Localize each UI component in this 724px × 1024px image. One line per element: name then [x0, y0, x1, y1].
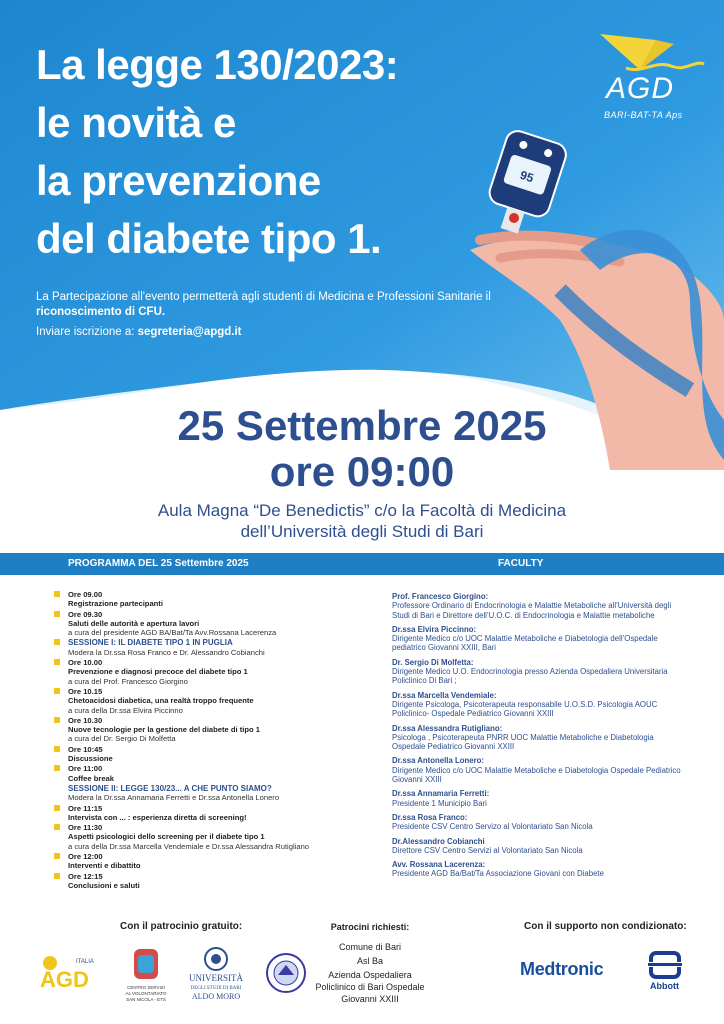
bullet-icon: [54, 717, 60, 723]
support-header: Con il supporto non condizionato:: [524, 921, 687, 932]
faculty-item: Prof. Francesco Giorgino: Professore Ordinario di Endocrinologia e Malattie Metaboliche all’Università degli Studi di Bari e Direttore dell’U.O.C. di Endocrinologia e Malattie metaboliche: [392, 592, 672, 620]
bullet-icon: [54, 746, 60, 752]
faculty-item: Dr.ssa Annamaria Ferretti: Presidente 1 Municipio Bari: [392, 789, 490, 808]
bullet-icon: [54, 853, 60, 859]
faculty-item: Dr. Sergio Di Molfetta: Dirigente Medico U.O. Endocrinologia presso Azienda Ospedaliera Universitaria Policlinico Di Bari ;: [392, 657, 668, 686]
svg-text:DEGLI STUDI DI BARI: DEGLI STUDI DI BARI: [190, 986, 242, 991]
hero-banner: [0, 0, 724, 470]
requested-header: Patrocini richiesti:: [330, 922, 410, 932]
bullet-icon: [54, 873, 60, 879]
program-session: SESSIONE I: IL DIABETE TIPO 1 IN PUGLIA Modera la Dr.ssa Rosa Franco e Dr. Alessandro Cobianchi: [52, 638, 362, 657]
municipio-seal-icon: [264, 951, 308, 995]
title-line: le novità e: [36, 99, 236, 146]
program-item: Ore 12:15 Conclusioni e saluti: [52, 872, 362, 891]
section-header-bar: [0, 553, 724, 575]
program-item: Ore 10.15 Chetoacidosi diabetica, una realtà troppo frequente a cura della Dr.ssa Elvira Piccinno: [52, 687, 362, 715]
svg-text:AGD: AGD: [40, 967, 89, 992]
faculty-item: Avv. Rossana Lacerenza: Presidente AGD Ba/Bat/Ta Associazione Giovani con Diabete: [392, 860, 604, 879]
event-date: 25 Settembre 2025: [177, 402, 547, 449]
sponsors-section: [0, 915, 724, 1024]
event-time: ore 09:00: [269, 448, 455, 495]
title-line: La legge 130/2023:: [36, 41, 399, 88]
blood-drop-icon: [509, 213, 519, 223]
event-venue: Aula Magna “De Benedictis” c/o la Facoltà di Medicina dell’Università degli Studi di Bari: [157, 501, 567, 541]
svg-text:CENTRO SERVIZI: CENTRO SERVIZI: [127, 985, 165, 990]
glucometer-reading: 95: [518, 167, 536, 186]
program-header: PROGRAMMA DEL 25 Settembre 2025: [68, 558, 249, 569]
uniba-logo-icon: [186, 945, 246, 1005]
faculty-item: Dr.ssa Elvira Piccinno: Dirigente Medico c/o UOC Malattie Metaboliche e Diabetologia dell’Ospedale pediatrico Giovanni XXIII, Bari: [392, 624, 658, 653]
requested-patronage: [310, 921, 430, 1007]
csv-san-nicola-logo-icon: [124, 945, 168, 1003]
bullet-icon: [54, 824, 60, 830]
cfu-highlight: riconoscimento di CFU.: [36, 306, 166, 318]
program-item: Ore 11:00 Coffee break: [52, 764, 362, 783]
faculty-item: Dr.ssa Marcella Vendemiale: Dirigente Psicologa, Psicoterapeuta responsabile U.O.S.D. Psicologia AOUC Policlinico- Ospedale Pediatrico Giovanni XXIII: [392, 690, 658, 719]
program-item: Ore 11:30 Aspetti psicologici dello screening per il diabete tipo 1 a cura della Dr.ssa Marcella Vendemiale e Dr.ssa Alessandra Rutigliano: [52, 823, 362, 851]
bullet-icon: [54, 659, 60, 665]
agd-logo-name: AGD: [606, 72, 675, 105]
medtronic-logo: Medtronic: [520, 959, 604, 979]
patronage-header: Con il patrocinio gratuito:: [120, 921, 243, 932]
abbott-logo-icon: [648, 951, 682, 979]
svg-text:AL VOLONTARIATO: AL VOLONTARIATO: [125, 991, 167, 996]
program-item: Ore 10.30 Nuove tecnologie per la gestione del diabete di tipo 1 a cura del Dr. Sergio Di Molfetta: [52, 716, 362, 744]
program-item: Ore 10.00 Prevenzione e diagnosi precoce del diabete tipo 1 a cura del Prof. Francesco Giorgino: [52, 658, 362, 686]
svg-text:ITALIA: ITALIA: [76, 959, 94, 965]
bullet-icon: [54, 805, 60, 811]
bullet-icon: [54, 591, 60, 597]
bullet-icon: [54, 765, 60, 771]
faculty-item: Dr.Alessandro Cobianchi Direttore CSV Centro Servizi al Volontariato San Nicola: [392, 836, 583, 855]
requested-item: Comune di Bari: [338, 942, 402, 952]
faculty-item: Dr.ssa Antonella Lonero: Dirigente Medico c/o UOC Malattie Metaboliche e Diabetologia Ospedale Pediatrico Giovanni XXIII: [392, 756, 681, 785]
program-item: Ore 10:45 Discussione: [52, 745, 362, 764]
program-list: [52, 590, 362, 891]
title-line: la prevenzione: [36, 157, 321, 204]
svg-text:SAN NICOLA - ETS: SAN NICOLA - ETS: [126, 997, 166, 1002]
program-item: Ore 11:15 Intervista con ... : esperienza diretta di screening!: [52, 804, 362, 823]
requested-item: Azienda Ospedaliera Policlinico di Bari Ospedale Giovanni XXIII: [315, 970, 425, 1004]
title-line: del diabete tipo 1.: [36, 215, 382, 262]
bullet-icon: [54, 639, 60, 645]
abbott-label: Abbott: [650, 981, 679, 991]
bullet-icon: [54, 688, 60, 694]
program-session: SESSIONE II: LEGGE 130/23... A CHE PUNTO SIAMO? Modera la Dr.ssa Annamaria Ferretti e Dr.ssa Antonella Lonero: [68, 783, 280, 803]
faculty-item: Dr.ssa Rosa Franco: Presidente CSV Centro Servizo al Volontariato San Nicola: [392, 812, 593, 832]
bullet-icon: [54, 611, 60, 617]
email-line: Inviare iscrizione a: segreteria@apgd.it: [36, 326, 242, 338]
page-title: [36, 36, 496, 268]
faculty-item: Dr.ssa Alessandra Rutigliano: Psicologa , Psicoterapeuta PNRR UOC Malattie Metaboliche e Diabetologia Ospedale Pediatrico Giovanni XXIII: [392, 723, 654, 752]
intro-text: La Partecipazione all'evento permetterà agli studenti di Medicina e Professioni Sanitarie il riconoscimento di CFU.: [36, 291, 491, 318]
svg-text:ALDO MORO: ALDO MORO: [191, 992, 241, 1001]
program-item: Ore 09.30 Saluti delle autorità e apertura lavori a cura del presidente AGD BA/Bat/Ta Avv.Rossana Lacerenza: [52, 610, 362, 638]
program-item: Ore 12:00 Interventi e dibattito: [52, 852, 362, 871]
email-link[interactable]: segreteria@apgd.it: [137, 326, 242, 338]
faculty-header: FACULTY: [498, 558, 544, 569]
svg-text:UNIVERSITÀ: UNIVERSITÀ: [189, 973, 243, 983]
requested-item: Asl Ba: [356, 956, 383, 966]
agd-italia-logo-icon: [36, 951, 96, 997]
agd-logo-subtitle: BARI-BAT-TA Aps: [604, 110, 683, 120]
program-item: Ore 09.00 Registrazione partecipanti: [52, 590, 362, 609]
faculty-list: [392, 592, 682, 884]
